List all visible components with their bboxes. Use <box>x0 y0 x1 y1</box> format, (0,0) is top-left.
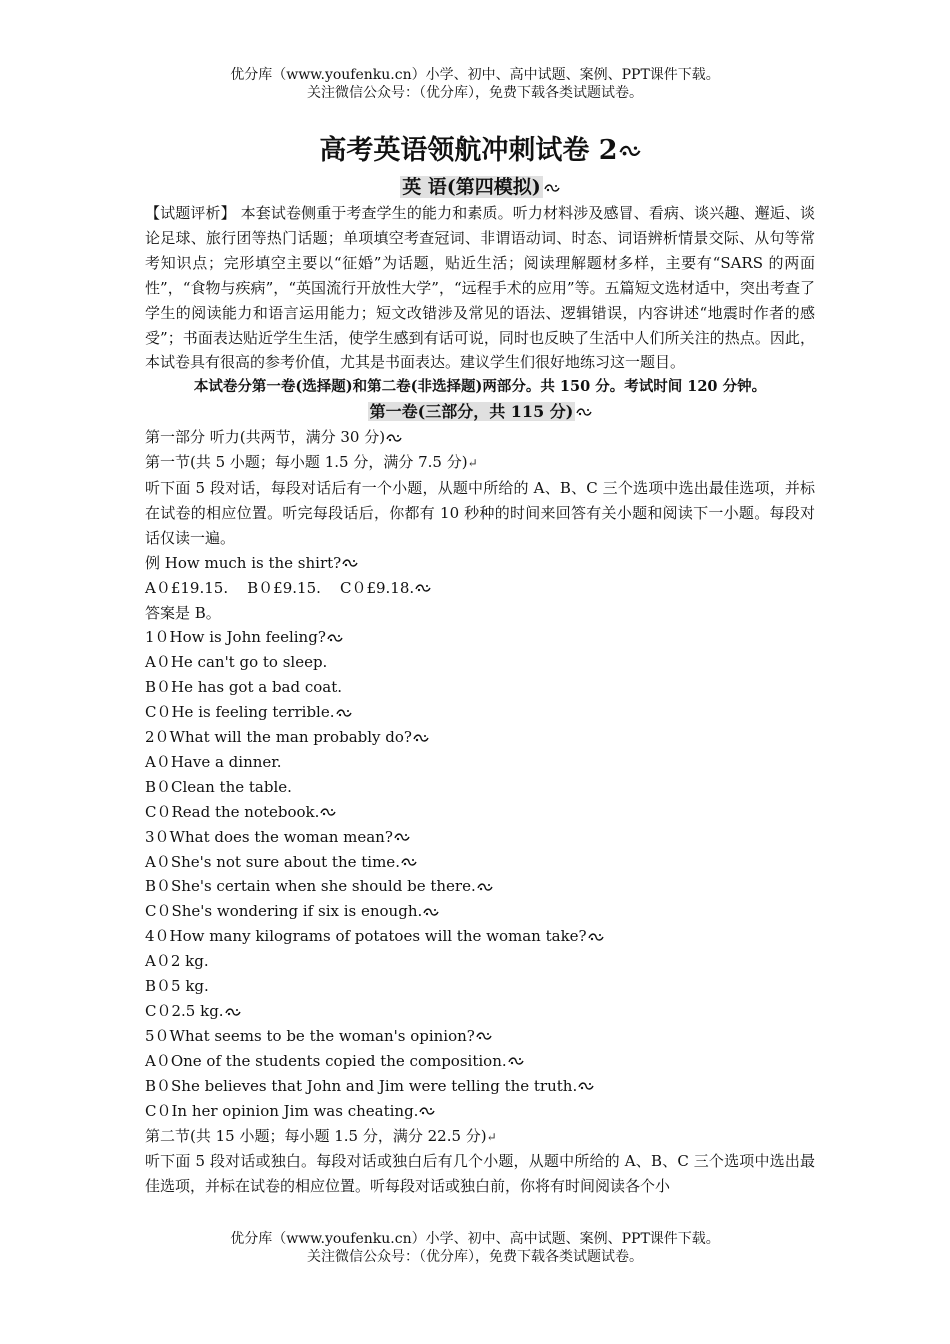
question-text: 2０What will the man probably do? <box>145 728 412 747</box>
example-answer: 答案是 B。 <box>145 603 221 622</box>
question-item <box>145 625 815 650</box>
page-footer <box>0 1230 950 1266</box>
question-item <box>145 924 815 949</box>
exam-subtitle: 英 语(第四模拟) <box>145 174 815 201</box>
option-text: A０2 kg. <box>145 952 209 971</box>
header-line-1: 优分库（www.youfenku.cn）小学、初中、高中试题、案例、PPT课件下载。 <box>230 67 720 83</box>
question-text: 5０What seems to be the woman's opinion? <box>145 1026 475 1045</box>
answer-option <box>145 800 815 825</box>
header-line-2: 关注微信公众号：（优分库），免费下载各类试题试卷。 <box>307 85 643 101</box>
line-break-icon: ↵ <box>467 456 478 471</box>
answer-option <box>145 899 815 924</box>
option-text: C０He is feeling terrible. <box>145 703 335 722</box>
paragraph-mark-icon <box>394 832 410 843</box>
paragraph-mark-icon <box>336 708 352 719</box>
answer-option <box>145 1049 815 1074</box>
question-item <box>145 825 815 850</box>
option-text: B０She believes that John and Jim were telling the truth. <box>145 1076 578 1095</box>
paragraph-mark-icon <box>477 882 493 893</box>
review-paragraph: 【试题评析】 本套试卷侧重于考查学生的能力和素质。听力材料涉及感冒、看病、谈兴趣、邂逅、谈论足球、旅行团等热门话题；单项填空考查冠词、非谓语动词、时态、词语辨析情景交际、从句等常考知识点；完形填空主要以“征婚”为话题，贴近生活；阅读理解题材多样，主要有“SARS 的两面性”，“食物与疾病”，“英国流行开放性大学”，“远程手术的应用”等。五篇短文选材适中，突出考查了学生的阅读能力和语言运用能力；短文改错涉及常见的语法、逻辑错误，内容讲述“地震时作者的感受”；书面表达贴近学生生活，使学生感到有话可说，同时也反映了生活中人们所关注的热点。因此，本试卷具有很高的参考价值，尤其是书面表达。建议学生们很好地练习这一题目。 <box>145 204 815 372</box>
question-text: 3０What does the woman mean? <box>145 827 393 846</box>
paragraph-mark-icon <box>386 433 402 444</box>
section-2-instructions: 听下面 5 段对话或独白。每段对话或独白后有几个小题，从题中所给的 A、B、C 三个选项中选出最佳选项，并标在试卷的相应位置。听每段对话或独白前，你将有时间阅读各个小 <box>145 1152 815 1196</box>
answer-option <box>145 949 815 974</box>
question-text: 4０How many kilograms of potatoes will the woman take? <box>145 927 587 946</box>
paragraph-mark-icon <box>423 907 439 918</box>
option-text: B０She's certain when she should be there. <box>145 877 476 896</box>
paragraph-mark-icon <box>342 558 358 569</box>
question-list <box>145 625 815 1123</box>
answer-option <box>145 700 815 725</box>
example-options: A０£19.15. B０£9.15. C０£9.18. <box>145 576 815 601</box>
exam-title: 高考英语领航冲刺试卷 2 <box>145 134 815 168</box>
option-text: C０2.5 kg. <box>145 1002 224 1020</box>
paragraph-mark-icon <box>544 183 560 194</box>
answer-option <box>145 1099 815 1124</box>
paragraph-mark-icon <box>320 807 336 818</box>
option-text: C０Read the notebook. <box>145 802 320 821</box>
option-text: A０Have a dinner. <box>145 752 282 771</box>
section-1-heading: 第一节(共 5 小题；每小题 1.5 分，满分 7.5 分)↵ <box>145 453 478 472</box>
volume-heading: 第一卷(三部分，共 115 分) <box>145 400 815 425</box>
option-text: B０5 kg. <box>145 977 209 996</box>
footer-line-2: 关注微信公众号：（优分库），免费下载各类试题试卷。 <box>307 1249 643 1265</box>
section-2-heading: 第二节(共 15 小题；每小题 1.5 分，满分 22.5 分)↵ <box>145 1126 497 1145</box>
paragraph-mark-icon <box>578 1081 594 1092</box>
paragraph-mark-icon <box>476 1031 492 1042</box>
answer-option <box>145 999 815 1024</box>
paragraph-mark-icon <box>415 583 431 594</box>
option-text: A０One of the students copied the composition. <box>145 1051 507 1070</box>
example-question: 例 How much is the shirt? <box>145 551 815 576</box>
answer-option <box>145 775 815 800</box>
line-break-icon: ↵ <box>486 1129 497 1144</box>
answer-option <box>145 850 815 875</box>
answer-option <box>145 650 815 675</box>
answer-option <box>145 675 815 700</box>
section-1-instructions: 听下面 5 段对话，每段对话后有一个小题，从题中所给的 A、B、C 三个选项中选出最佳选项，并标在试卷的相应位置。听完每段话后，你都有 10 秒种的时间来回答有关小题和阅读下一小题。每段对话仅读一遍。 <box>145 478 815 547</box>
paragraph-mark-icon <box>576 407 592 418</box>
option-text: B０He has got a bad coat. <box>145 678 343 697</box>
paragraph-mark-icon <box>588 932 604 943</box>
page-header <box>0 66 950 102</box>
answer-option <box>145 1074 815 1099</box>
part-heading: 第一部分 听力(共两节，满分 30 分) <box>145 425 815 450</box>
document-body <box>145 134 815 1199</box>
paragraph-mark-icon <box>419 1106 435 1117</box>
paragraph-mark-icon <box>327 633 343 644</box>
option-text: C０In her opinion Jim was cheating. <box>145 1101 419 1120</box>
option-text: B０Clean the table. <box>145 777 292 796</box>
question-text: 1０How is John feeling? <box>145 628 326 647</box>
paragraph-mark-icon <box>413 733 429 744</box>
paragraph-mark-icon <box>619 144 641 159</box>
paragraph-mark-icon <box>508 1056 524 1067</box>
answer-option <box>145 874 815 899</box>
answer-option <box>145 974 815 999</box>
answer-option <box>145 750 815 775</box>
option-text: A０He can't go to sleep. <box>145 653 328 672</box>
paragraph-mark-icon <box>401 857 417 868</box>
option-text: A０She's not sure about the time. <box>145 852 400 871</box>
paragraph-mark-icon <box>225 1007 241 1018</box>
option-text: C０She's wondering if six is enough. <box>145 902 423 921</box>
question-item <box>145 1024 815 1049</box>
question-item <box>145 725 815 750</box>
footer-line-1: 优分库（www.youfenku.cn）小学、初中、高中试题、案例、PPT课件下载。 <box>230 1231 720 1247</box>
exam-info: 本试卷分第一卷(选择题)和第二卷(非选择题)两部分。共 150 分。考试时间 120 分钟。 <box>193 378 767 396</box>
